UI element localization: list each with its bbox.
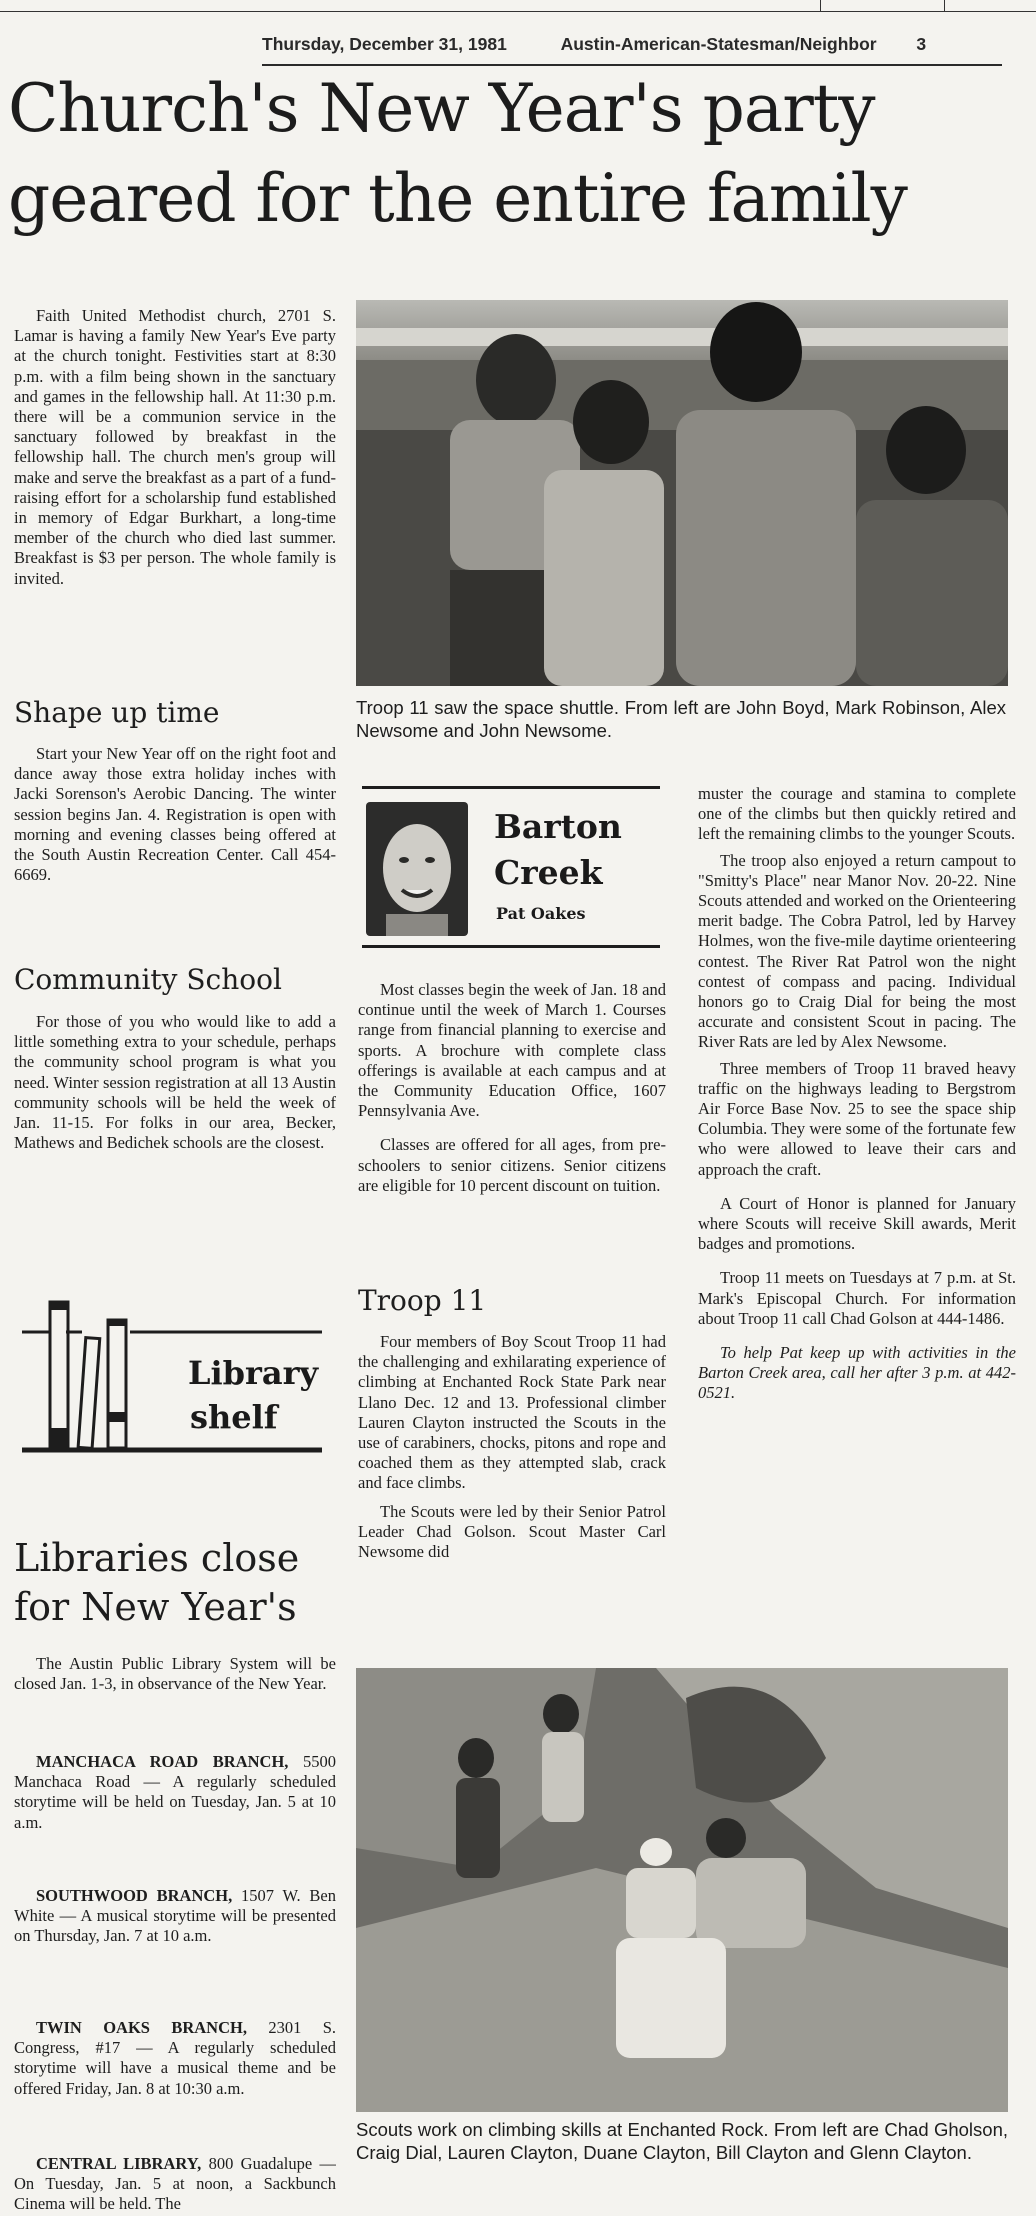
libraries-intro	[14, 1654, 336, 1694]
troop-continued	[698, 784, 1016, 1404]
photo-scouts-space-shuttle	[356, 300, 1008, 686]
branch-manchaca-name: MANCHACA ROAD BRANCH,	[36, 1752, 289, 1771]
shape-up-title: Shape up time	[14, 696, 220, 729]
photo-scouts-enchanted-rock	[356, 1668, 1008, 2112]
right-p5: Troop 11 meets on Tuesdays at 7 p.m. at St. Mark's Episcopal Church. For information about Troop 11 call Chad Golson at 444-1486.	[698, 1268, 1016, 1328]
right-p1: muster the courage and stamina to complete one of the climbs but then quickly retired and left the remaining climbs to the younger Scouts.	[698, 784, 1016, 844]
branch-central-name: CENTRAL LIBRARY,	[36, 2154, 202, 2173]
branch-twin-oaks-name: TWIN OAKS BRANCH,	[36, 2018, 247, 2037]
branch-manchaca	[14, 1752, 336, 1833]
libraries-intro-text: The Austin Public Library System will be closed Jan. 1-3, in observance of the New Year.	[14, 1654, 336, 1694]
troop-p1: Four members of Boy Scout Troop 11 had the challenging and exhilarating experience of climbing at Enchanted Rock State Park near Llano Dec. 12 and 13. Professional climber Lauren Clayton instructed the Scouts in the use of carabiners, chocks, pitons and rope and coached them as they attempted slab, crack and face climbs.	[358, 1332, 666, 1493]
right-p6: To help Pat keep up with activities in the Barton Creek area, call her after 3 p.m. at 442-0521.	[698, 1343, 1016, 1403]
branch-twin-oaks-text: 2301 S. Congress, #17 — A regularly scheduled storytime will have a musical theme and be offered Friday, Jan. 8 at 10:30 a.m.	[14, 2018, 337, 2098]
lead-article-text: Faith United Methodist church, 2701 S. Lamar is having a family New Year's Eve party at the church tonight. Festivities start at 8:30 p.m. with a film being shown in the sanctuary and games in the fellowship hall. At 11:30 p.m. there will be a communion service in the sanctuary followed by breakfast in the fellowship hall. The church men's group will make and serve the breakfast as a part of a fund-raising effort for a scholarship fund established in memory of Edgar Burkhart, a long-time member of the church who died last summer. Breakfast is $3 per person. The whole family is invited.	[14, 306, 336, 588]
photo-1-caption: Troop 11 saw the space shuttle. From left are John Boyd, Mark Robinson, Alex Newsome and John Newsome.	[356, 697, 1006, 741]
branch-central	[14, 2154, 336, 2216]
column-title-line-1: Barton	[494, 807, 622, 846]
troop-article	[358, 1332, 666, 1562]
branch-southwood-name: SOUTHWOOD BRANCH,	[36, 1886, 233, 1905]
top-border	[0, 11, 1036, 12]
top-divider	[820, 0, 821, 11]
libraries-title-line-2: for New Year's	[14, 1585, 297, 1629]
right-p2: The troop also enjoyed a return campout to "Smitty's Place" near Manor Nov. 20-22. Nine Scouts attended and worked on the Orienteering merit badge. The Cobra Patrol, led by Harvey Holmes, won the five-mile daytime orienteering contest. The River Rat Patrol won the night contest of compass and pacing. Individual honors go to Craig Dial for being the most accurate and consistent Scout in pacing. The River Rats are led by Alex Newsome.	[698, 850, 1016, 1052]
community-school-text: For those of you who would like to add a little something extra to your schedule, perhaps the community school program is what you need. Winter session registration at all 13 Austin community schools will be held the week of Jan. 11-15. For folks in our area, Becker, Mathews and Bedichek schools are the closest.	[14, 1012, 336, 1153]
author-photo	[366, 802, 468, 936]
column-author: Pat Oakes	[496, 904, 586, 923]
troop-title: Troop 11	[358, 1284, 487, 1317]
headline-line-1: Church's New Year's party	[8, 70, 875, 147]
column-title-line-2: Creek	[494, 853, 603, 892]
shape-up-text: Start your New Year off on the right foot and dance away those extra holiday inches with Jacki Sorenson's Aerobic Dancing. The winter session begins Jan. 4. Registration is open with morning and evening classes being offered at the South Austin Recreation Center. Call 454-6669.	[14, 744, 336, 885]
column-rule-top	[362, 786, 660, 789]
column-rule-bottom	[362, 945, 660, 948]
libraries-title-line-1: Libraries close	[14, 1536, 300, 1580]
top-divider	[944, 0, 945, 11]
library-shelf-line-2: shelf	[190, 1398, 278, 1436]
branch-southwood-text: 1507 W. Ben White — A musical storytime will be presented on Thursday, Jan. 7 at 10 a.m.	[14, 1886, 337, 1946]
community-school-title: Community School	[14, 963, 282, 996]
community-school-article	[14, 1012, 336, 1153]
page-number: 3	[916, 34, 927, 54]
branch-central-text: 800 Guadalupe — On Tuesday, Jan. 5 at noon, a Sackbunch Cinema will be held. The	[14, 2154, 336, 2214]
headline-line-2: geared for the entire family	[8, 160, 907, 237]
lead-article	[14, 306, 336, 589]
branch-manchaca-text: 5500 Manchaca Road — A regularly scheduled storytime will be held on Tuesday, Jan. 5 at 10 a.m.	[14, 1752, 337, 1832]
branch-southwood	[14, 1886, 336, 1947]
paper-name: Austin-American-Statesman/Neighbor	[560, 34, 877, 54]
dateline	[262, 34, 1002, 66]
column-intro-p2: Classes are offered for all ages, from pre-schoolers to senior citizens. Senior citizens are eligible for 10 percent discount on tuition.	[358, 1135, 666, 1195]
shape-up-article	[14, 744, 336, 885]
library-shelf-line-1: Library	[188, 1354, 319, 1392]
column-intro	[358, 980, 666, 1196]
troop-p2: The Scouts were led by their Senior Patrol Leader Chad Golson. Scout Master Carl Newsome did	[358, 1501, 666, 1562]
headline	[8, 64, 1008, 244]
column-intro-p1: Most classes begin the week of Jan. 18 and continue until the week of March 1. Courses range from financial planning to exercise and sports. A brochure with complete class offerings is available at each campus and at the Community Education Office, 1607 Pennsylvania Ave.	[358, 980, 666, 1121]
branch-twin-oaks	[14, 2018, 336, 2099]
right-p4: A Court of Honor is planned for January where Scouts will receive Skill awards, Merit badges and promotions.	[698, 1193, 1016, 1254]
right-p3: Three members of Troop 11 braved heavy traffic on the highways leading to Bergstrom Air Force Base Nov. 25 to see the space ship Columbia. They were some of the fortunate few who were allowed to leave their cars and approach the craft.	[698, 1058, 1016, 1179]
issue-date: Thursday, December 31, 1981	[262, 34, 507, 54]
photo-2-caption: Scouts work on climbing skills at Enchanted Rock. From left are Chad Gholson, Craig Dial, Lauren Clayton, Duane Clayton, Bill Clayton and Glenn Clayton.	[356, 2119, 1008, 2163]
library-shelf-logo	[22, 1292, 322, 1458]
